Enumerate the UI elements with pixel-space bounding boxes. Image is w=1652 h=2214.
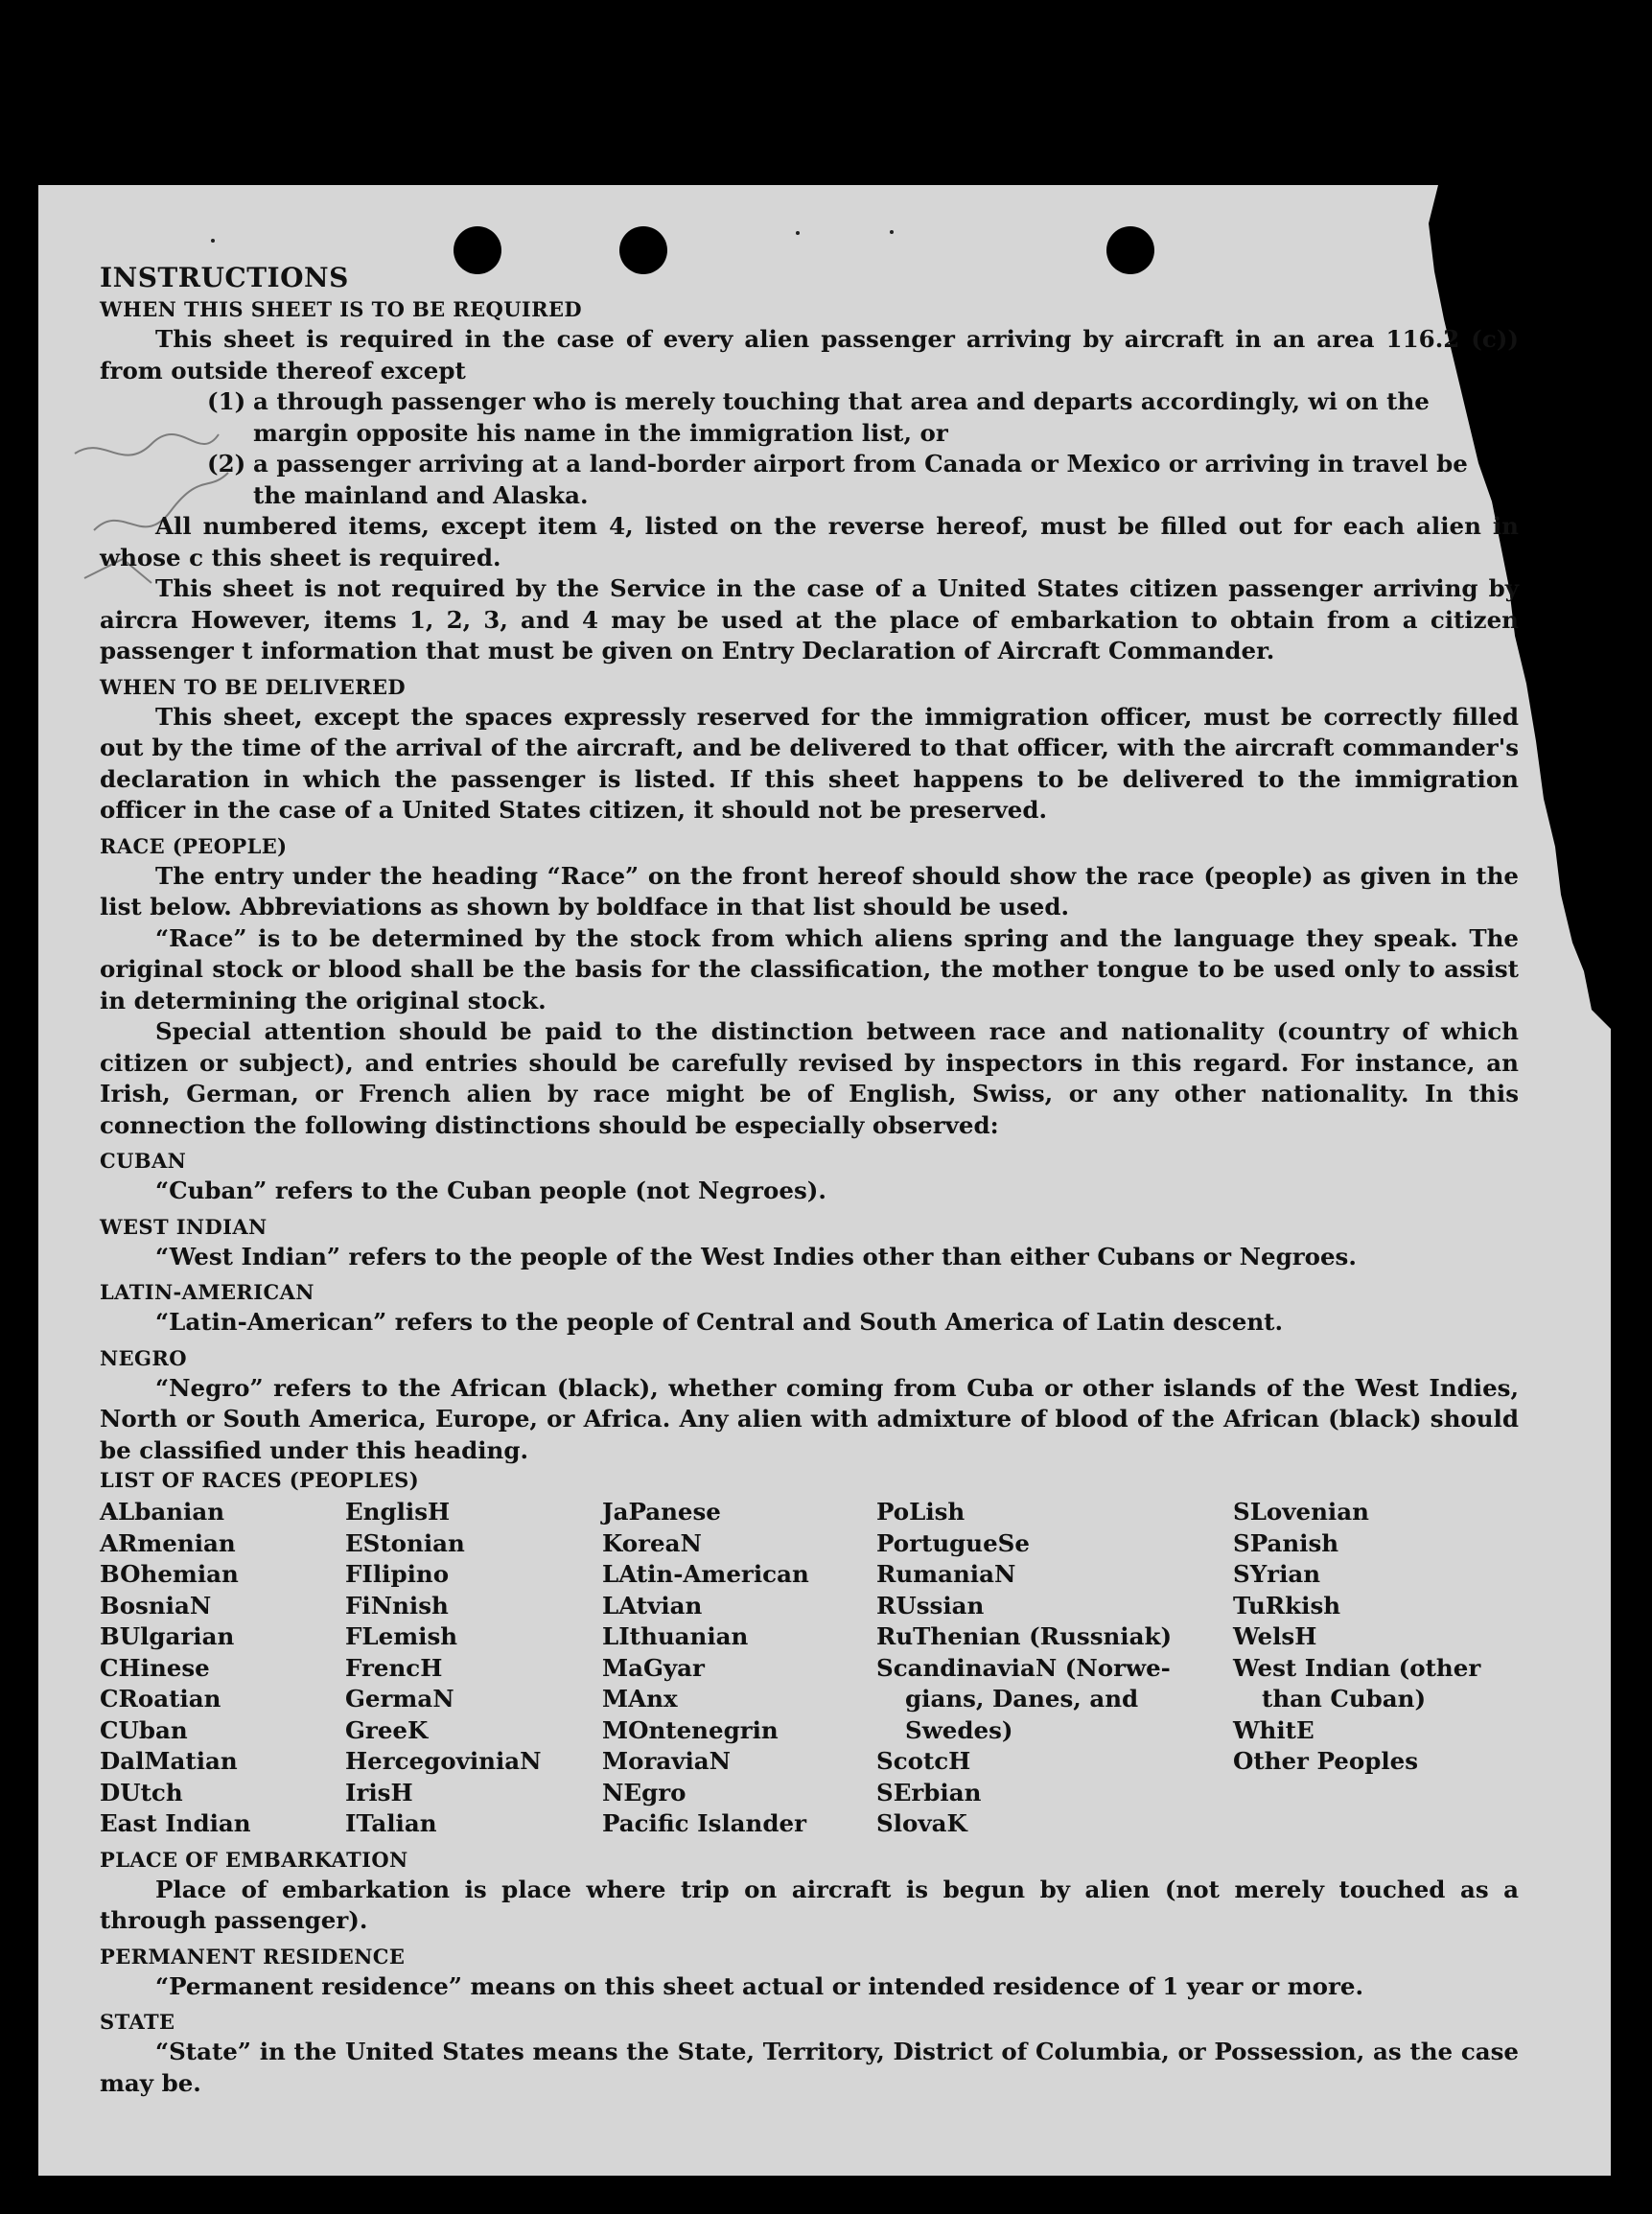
- exception-item-text: a passenger arriving at a land-border airport from Canada or Mexico or arriving in travel be the mainland and Alaska.: [253, 450, 1468, 509]
- when-required-heading: WHEN THIS SHEET IS TO BE REQUIRED: [100, 297, 583, 321]
- race-item: East Indian: [100, 1809, 251, 1837]
- race-item: DalMatian: [100, 1747, 238, 1775]
- when-required-paragraph-2: All numbered items, except item 4, listed on the reverse hereof, must be filled out for each alien in whose c this sheet is required.: [100, 512, 1519, 571]
- state-heading: STATE: [100, 2010, 175, 2034]
- races-list-heading: LIST OF RACES (PEOPLES): [100, 1468, 420, 1492]
- races-column-1: [100, 1497, 345, 1840]
- race-item: CRoatian: [100, 1685, 221, 1713]
- race-item: GermaN: [345, 1685, 454, 1713]
- race-item: SLovenian: [1233, 1498, 1369, 1526]
- exception-item-1: [100, 386, 1519, 449]
- race-item: PortugueSe: [876, 1528, 1030, 1557]
- race-item: IrisH: [345, 1778, 413, 1806]
- embarkation-heading: PLACE OF EMBARKATION: [100, 1847, 408, 1872]
- race-paragraph-1: The entry under the heading “Race” on the front hereof should show the race (people) as given in the list below. Abbreviations as shown by boldface in that list should be used.: [100, 861, 1519, 921]
- race-item: KoreaN: [602, 1528, 702, 1557]
- residence-paragraph: “Permanent residence” means on this sheet actual or intended residence of 1 year or more.: [155, 1971, 1364, 2000]
- race-item: FLemish: [345, 1622, 458, 1650]
- race-item: MAnx: [602, 1685, 678, 1713]
- west-indian-heading: WEST INDIAN: [100, 1214, 268, 1239]
- race-item: LAtvian: [602, 1591, 703, 1620]
- race-item: MoraviaN: [602, 1747, 732, 1775]
- race-item: RuThenian (Russniak): [876, 1622, 1173, 1650]
- race-item: HercegoviniaN: [345, 1747, 542, 1775]
- speck: [211, 239, 215, 243]
- state-paragraph: “State” in the United States means the State, Territory, District of Columbia, or Possession, as the case may be.: [100, 2038, 1519, 2097]
- race-item: EnglisH: [345, 1498, 451, 1526]
- instructions-title: INSTRUCTIONS: [100, 262, 349, 293]
- race-item: NEgro: [602, 1778, 686, 1806]
- race-paragraph-3: Special attention should be paid to the distinction between race and nationality (country of which citizen or subject), and entries should be carefully revised by inspectors in this regard. For instance, an Irish, German, or French alien by race might be of English, Swiss, or any other nationality. In this connection the following distinctions should be especially observed:: [100, 1017, 1519, 1139]
- instructions-content: [100, 261, 1519, 2099]
- exception-item-2: [100, 449, 1519, 511]
- when-delivered-heading: WHEN TO BE DELIVERED: [100, 674, 407, 699]
- race-item: BosniaN: [100, 1591, 212, 1620]
- west-indian-paragraph: “West Indian” refers to the people of the West Indies other than either Cubans or Negroes.: [155, 1242, 1357, 1270]
- race-item: RUssian: [876, 1591, 985, 1620]
- latin-american-paragraph: “Latin-American” refers to the people of Central and South America of Latin descent.: [155, 1308, 1283, 1336]
- negro-paragraph: “Negro” refers to the African (black), whether coming from Cuba or other islands of the West Indies, North or South America, Europe, or Africa. Any alien with admixture of blood of the African (black) should be classified under this heading.: [100, 1373, 1519, 1464]
- race-item: SlovaK: [876, 1809, 967, 1837]
- race-item: GreeK: [345, 1715, 429, 1744]
- race-item: FIlipino: [345, 1560, 450, 1588]
- races-column-4: [876, 1497, 1233, 1840]
- race-item: ITalian: [345, 1809, 437, 1837]
- race-item: CUban: [100, 1715, 188, 1744]
- exception-item-number: (1): [207, 387, 246, 415]
- race-item: MaGyar: [602, 1653, 705, 1682]
- race-item: DUtch: [100, 1778, 183, 1806]
- exception-item-number: (2): [207, 450, 246, 478]
- race-item: SPanish: [1233, 1528, 1339, 1557]
- race-item: ScandinaviaN (Norwe-: [876, 1653, 1171, 1682]
- races-column-2: [345, 1497, 602, 1840]
- race-paragraph-2: “Race” is to be determined by the stock from which aliens spring and the language they speak. The original stock or blood shall be the basis for the classification, the mother tongue to be used only to assist in determining the original stock.: [100, 923, 1519, 1014]
- race-item: WelsH: [1233, 1622, 1317, 1650]
- race-item: WhitE: [1233, 1715, 1315, 1744]
- race-item: than Cuban): [1262, 1685, 1427, 1713]
- race-item: FrencH: [345, 1653, 443, 1682]
- exception-item-text: a through passenger who is merely touching that area and departs accordingly, wi on the margin opposite his name in the immigration list, or: [253, 387, 1430, 447]
- race-item: ScotcH: [876, 1747, 971, 1775]
- speck: [890, 230, 894, 234]
- race-heading: RACE (PEOPLE): [100, 833, 288, 858]
- negro-heading: NEGRO: [100, 1345, 187, 1370]
- speck: [796, 231, 800, 235]
- race-item: Swedes): [905, 1715, 1013, 1744]
- race-item: LAtin-American: [602, 1560, 809, 1588]
- race-item: Other Peoples: [1233, 1747, 1419, 1775]
- race-item: LIthuanian: [602, 1622, 749, 1650]
- when-required-paragraph-1: This sheet is required in the case of every alien passenger arriving by aircraft in an area 116.2 (c)) from outside thereof except: [100, 325, 1519, 385]
- race-item: ARmenian: [100, 1528, 236, 1557]
- race-item: FiNnish: [345, 1591, 449, 1620]
- race-item: CHinese: [100, 1653, 210, 1682]
- race-item: SYrian: [1233, 1560, 1321, 1588]
- race-item: West Indian (other: [1233, 1653, 1481, 1682]
- race-item: PoLish: [876, 1498, 966, 1526]
- races-column-5: [1233, 1497, 1519, 1840]
- cuban-heading: CUBAN: [100, 1149, 187, 1173]
- race-item: Pacific Islander: [602, 1809, 806, 1837]
- race-item: BUlgarian: [100, 1622, 235, 1650]
- embarkation-paragraph: Place of embarkation is place where trip on aircraft is begun by alien (not merely touched as a through passenger).: [100, 1875, 1519, 1934]
- when-required-paragraph-3: This sheet is not required by the Service in the case of a United States citizen passenger arriving by aircra However, items 1, 2, 3, and 4 may be used at the place of embarkation to obtain from a citizen passenger t information that must be given on Entry Declaration of Aircraft Commander.: [100, 574, 1519, 664]
- when-delivered-paragraph: This sheet, except the spaces expressly reserved for the immigration officer, must be correctly filled out by the time of the arrival of the aircraft, and be delivered to that officer, with the aircraft commander's declaration in which the passenger is listed. If this sheet happens to be delivered to the immigration officer in the case of a United States citizen, it should not be preserved.: [100, 702, 1519, 824]
- races-list: [100, 1497, 1519, 1840]
- residence-heading: PERMANENT RESIDENCE: [100, 1944, 406, 1969]
- cuban-paragraph: “Cuban” refers to the Cuban people (not Negroes).: [155, 1177, 826, 1204]
- race-item: TuRkish: [1233, 1591, 1341, 1620]
- race-item: SErbian: [876, 1778, 982, 1806]
- race-item: BOhemian: [100, 1560, 239, 1588]
- race-item: RumaniaN: [876, 1560, 1016, 1588]
- race-item: ALbanian: [100, 1498, 225, 1526]
- races-column-3: [602, 1497, 876, 1840]
- race-item: EStonian: [345, 1528, 465, 1557]
- race-item: MOntenegrin: [602, 1715, 779, 1744]
- latin-american-heading: LATIN-AMERICAN: [100, 1280, 314, 1304]
- race-item: gians, Danes, and: [905, 1685, 1139, 1713]
- race-item: JaPanese: [602, 1498, 721, 1526]
